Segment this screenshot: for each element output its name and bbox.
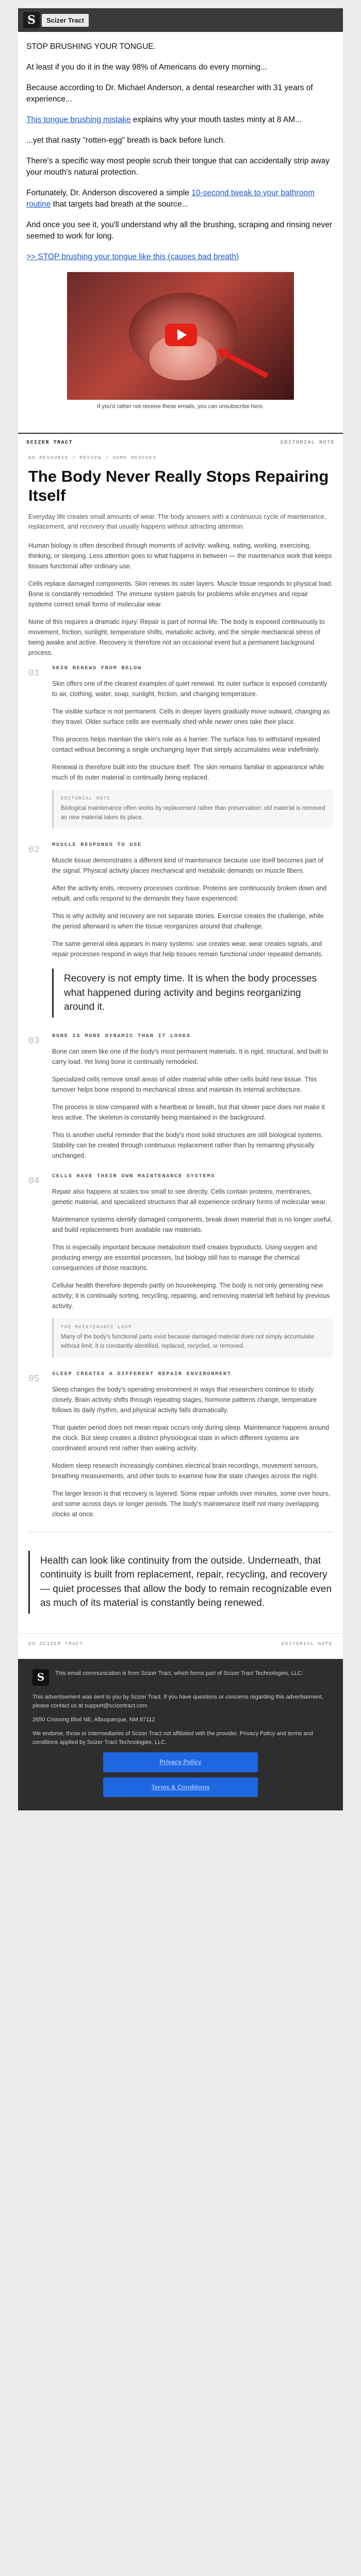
intro-p3-rest: explains why your mouth tastes minty at 8 AM... (130, 115, 302, 124)
section-bone (28, 1033, 333, 1168)
section-paragraph: Modern sleep research increasingly combines electrical brain recordings, movement sensors, breathing measurements, and other tools to examine how the state changes across the night. (52, 1462, 319, 1480)
section-cells (28, 1173, 333, 1366)
tongue-mistake-link[interactable]: This tongue brushing mistake (26, 115, 131, 124)
section-title: SKIN RENEWS FROM BELOW (52, 665, 142, 671)
article-title: The Body Never Really Stops Repairing Itself (28, 467, 329, 504)
red-arrow-icon (221, 350, 269, 379)
intro-p4: ...yet that nasty "rotten-egg" breath is back before lunch. (26, 136, 225, 145)
logo-mark-icon: S (23, 12, 40, 28)
section-paragraph: Bone can seem like one of the body's most permanent materials. It is rigid, structural, and built to carry load. Yet living bone is continually remodeled. (52, 1048, 329, 1065)
section-number: 01 (28, 668, 40, 679)
note-text: Biological maintenance often works by replacement rather than preservation: old material is removed as new material takes its place. (61, 805, 325, 821)
note-label: EDITORIAL NOTE (61, 795, 111, 801)
email-header (18, 8, 343, 32)
breadcrumb: NO RESOURCE / REVIEW / HOME RESCUES (28, 454, 157, 461)
section-paragraph: Cellular health therefore depends partly on housekeeping. The body is not only generating new activity; it is continually sorting, recycling, repairing, and removing material left behind by previous activity. (52, 1282, 330, 1310)
section-paragraph: This process helps maintain the skin's role as a barrier. The surface has to withstand repeated contact without becoming a single unchanging layer that simply accumulates wear indefinitely. (52, 735, 320, 753)
section-paragraph: This is especially important because metabolism itself creates byproducts. Using oxygen and producing energy are essential processes, but biology still has to manage the chemical consequences of those reactions. (52, 1244, 317, 1272)
closing (28, 1532, 333, 1614)
section-sleep (28, 1371, 333, 1527)
footer-line-2: This advertisement was sent to you by Scizer Tract. If you have questions or concerns regarding this advertisement, please contact us at support@scizertract.com (32, 1693, 323, 1709)
section-paragraph: Renewal is therefore built into the structure itself. The skin remains familiar in appearance while much of its outer material is continually being replaced. (52, 763, 324, 781)
video-thumbnail[interactable] (67, 272, 294, 400)
section-paragraph: This is why activity and recovery are not separate stories. Exercise creates the challenge, while the period afterward is when the tissue reorganizes around that challenge. (52, 912, 324, 930)
subnav-right: EDITORIAL NOTE (280, 439, 335, 446)
cta-link[interactable]: >> STOP brushing your tongue like this (causes bad breath) (26, 252, 239, 261)
article-dek: Everyday life creates small amounts of wear. The body answers with a continuous cycle of maintenance, replacement, and recovery that usually happens without attracting attention. (28, 513, 326, 531)
intro-p2: Because according to Dr. Michael Anderson, a dental researcher with 31 years of experience... (26, 83, 313, 104)
intro-p3 (26, 114, 335, 126)
body-paragraph: Human biology is often described through moments of activity: walking, eating, working, exercising, thinking, or sleeping. Less attention goes to what happens in between — the maintenance work that keeps tissues functional after ordinary use. (28, 541, 332, 570)
section-paragraph: The larger lesson is that recovery is layered. Some repair unfolds over minutes, some over hours, and some across days or longer periods. The body's maintenance itself not many overlapping clocks at once. (52, 1489, 331, 1518)
closing-pull-quote: Health can look like continuity from the outside. Underneath, that continuity is built from replacement, repair, recycling, and recovery — quiet processes that allow the body to remain recognizable even as much of its material is constantly being renewed. (28, 1551, 333, 1614)
section-paragraph: Sleep changes the body's operating environment in ways that researchers continue to study closely. Brain activity shifts through repeating stages, hormone patterns change, temperature follows its daily rhythm, and physical activity falls dramatically. (52, 1385, 317, 1414)
section-paragraph: Maintenance systems identify damaged components, break down material that is no longer useful, and build replacements from available raw materials. (52, 1216, 333, 1233)
footer-address: 2650 Crossing Blvd NE, Albuquerque, NM 87112 (32, 1716, 155, 1723)
article-end-row (18, 1633, 343, 1659)
email-card (18, 8, 343, 1810)
section-paragraph: Skin offers one of the clearest examples of quiet renewal. Its outer surface is exposed constantly to air, clothing, water, soap, sunlight, friction, and changing temperature. (52, 680, 327, 698)
privacy-policy-button[interactable]: Privacy Policy (103, 1752, 258, 1772)
video-caption: If you'd rather not receive these emails, you can unsubscribe here. (97, 403, 264, 410)
intro-letter (18, 32, 343, 418)
body-paragraph: Cells replace damaged components. Skin renews its outer layers. Muscle tissue responds to physical load. Bone is constantly remodeled. The immune system patrols for problems while enzymes and repair systems correct small forms of molecular wear. (28, 580, 333, 608)
section-title: BONE IS MORE DYNAMIC THAN IT LOOKS (52, 1033, 191, 1039)
article-body (28, 540, 333, 658)
sub-nav (18, 434, 343, 452)
section-muscle (28, 842, 333, 1028)
end-right: EDITORIAL NOTE (281, 1640, 333, 1647)
section-title: SLEEP CREATES A DIFFERENT REPAIR ENVIRONMENT (52, 1370, 232, 1377)
footer-logo-icon: S (32, 1669, 49, 1686)
intro-p7: And once you see it, you'll understand why all the brushing, scraping and rinsing never seemed to work for long. (26, 221, 333, 241)
footer-line-4: We endorse, those or intermediaries of Scizer Tract not affiliated with the provider. Privacy Policy and terms and conditions applied by Scizer Tract Technologies, LLC. (32, 1730, 313, 1745)
section-paragraph: After the activity ends, recovery processes continue. Proteins are continuously broken down and rebuilt, and cells respond to the demands they have experienced. (52, 885, 327, 903)
email-footer (18, 1659, 343, 1810)
intro-headline: STOP BRUSHING YOUR TONGUE. (26, 42, 156, 51)
section-paragraph: Specialized cells remove small areas of older material while other cells build new tissue. This turnover helps bone respond to mechanical stress and maintain its internal architecture. (52, 1076, 317, 1093)
section-skin (28, 665, 333, 837)
body-paragraph: None of this requires a dramatic injury. Repair is part of normal life. The body is exposed continuously to movement, friction, sunlight, temperature shifts, metabolic activity, and the simple mechanical stress of being awake and active. Recovery is therefore not an occasional event but a permanent background process. (28, 618, 325, 656)
section-paragraph: The same general idea appears in many systems: use creates wear, wear creates signals, and repair processes respond in ways that help tissues remain functional under repeated demands. (52, 940, 323, 958)
brand-logo[interactable] (23, 12, 89, 28)
section-title: CELLS HAVE THEIR OWN MAINTENANCE SYSTEMS (52, 1173, 216, 1179)
intro-p1: At least if you do it in the way 98% of Americans do every morning... (26, 63, 267, 72)
section-paragraph: This is another useful reminder that the body's most solid structures are still biological systems. Stability can be created through continuous replacement rather than by remaining physically unchanged. (52, 1131, 323, 1159)
play-icon[interactable] (165, 324, 197, 346)
footer-line-1: This email communication is from Scizer Tract, which forms part of Scizer Tract Technologies, LLC. (55, 1670, 303, 1676)
maintenance-note (52, 1318, 333, 1358)
brand-name: Scizer Tract (42, 14, 89, 27)
note-text: Many of the body's functional parts exist because damaged material does not simply accumulate without limit. It is constantly identified, replaced, recycled, or removed. (61, 1334, 315, 1349)
section-title: MUSCLE RESPONDS TO USE (52, 842, 142, 849)
section-paragraph: Repair also happens at scales too small to see directly. Cells contain proteins, membranes, genetic material, and specialized structures that all experience ordinary forms of molecular wear. (52, 1188, 327, 1206)
editorial-note (52, 790, 333, 829)
intro-p6-pre: Fortunately, Dr. Anderson discovered a simple (26, 189, 192, 197)
section-number: 02 (28, 845, 40, 856)
section-number: 03 (28, 1036, 40, 1046)
intro-p5: There's a specific way most people scrub their tongue that can accidentally strip away your mouth's natural protection. (26, 157, 330, 177)
section-paragraph: That quieter period does not mean repair occurs only during sleep. Maintenance happens around the clock. But sleep creates a distinct physiological state in which different systems are coordinated around rest rather than waking activity. (52, 1423, 330, 1452)
intro-p6-post: that targets bad breath at the source... (51, 200, 189, 209)
article (18, 452, 343, 1629)
section-paragraph: Muscle tissue demonstrates a different kind of maintenance because use itself becomes part of the signal. Physical activity places mechanical and metabolic demands on muscle fibers. (52, 857, 323, 875)
routine-tweak-link[interactable]: 10-second tweak to your bathroom routine (26, 189, 315, 209)
section-number: 05 (28, 1374, 40, 1384)
section-paragraph: The process is slow compared with a heartbeat or breath, but that slower pace does not make it less active. The skeleton is constantly being maintained in the background. (52, 1104, 325, 1121)
note-label: THE MAINTENANCE LOOP (61, 1325, 133, 1330)
intro-p6 (26, 188, 335, 210)
section-number: 04 (28, 1176, 40, 1187)
subnav-brand[interactable]: SCIZER TRACT (26, 439, 73, 446)
end-left: DO SCIZER TRACT (28, 1640, 84, 1647)
terms-button[interactable]: Terms & Conditions (103, 1777, 258, 1798)
section-paragraph: The visible surface is not permanent. Cells in deeper layers gradually move outward, changing as they travel. Older surface cells are eventually shed while newer ones take their place. (52, 707, 330, 725)
pull-quote: Recovery is not empty time. It is when the body processes what happened during activity and begins reorganizing around it. (52, 969, 333, 1018)
